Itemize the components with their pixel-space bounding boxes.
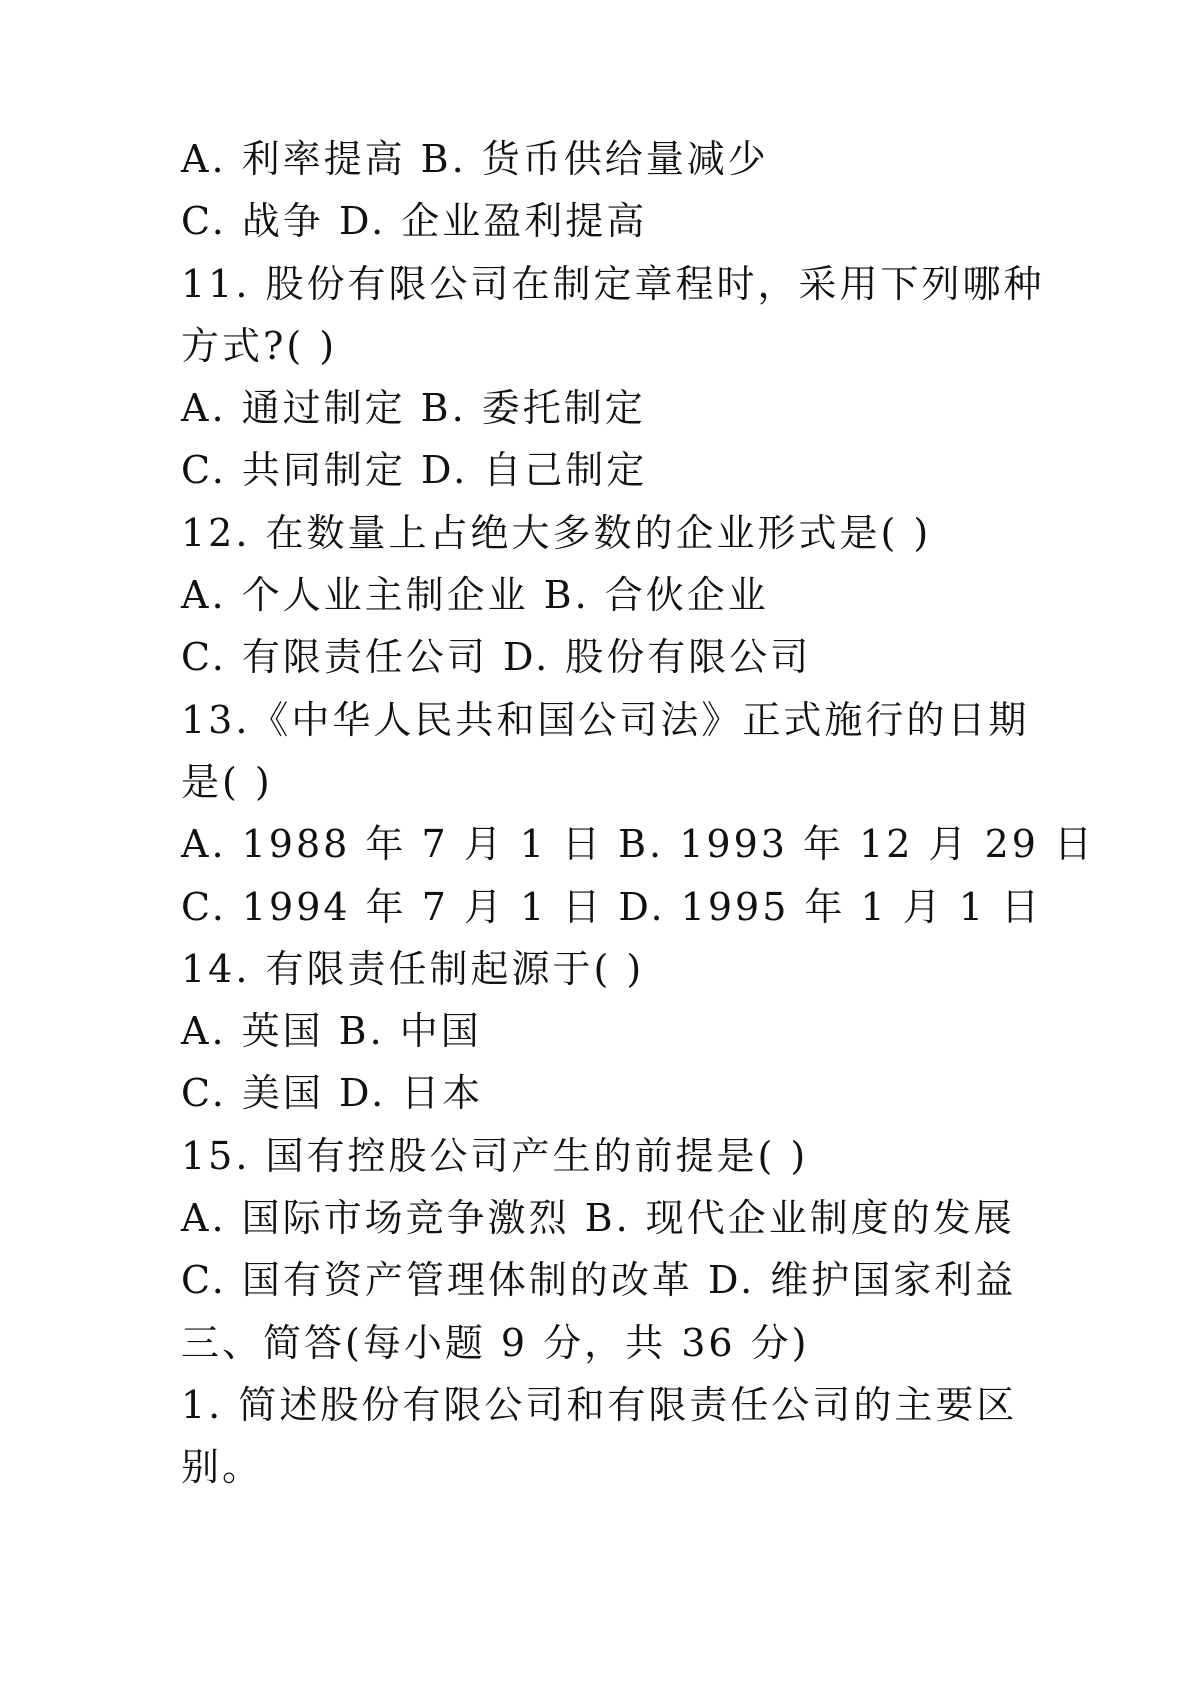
question-11: 11. 股份有限公司在制定章程时，采用下列哪种 [181,261,1045,306]
option-line: C. 有限责任公司 D. 股份有限公司 [181,635,812,680]
option-line: A. 英国 B. 中国 [181,1009,482,1054]
option-line: C. 美国 D. 日本 [181,1071,484,1116]
question-14: 14. 有限责任制起源于( ) [181,946,645,991]
option-line: A. 通过制定 B. 委托制定 [181,386,646,431]
option-line: A. 国际市场竞争激烈 B. 现代企业制度的发展 [181,1196,1015,1241]
question-11-continued: 方式?( ) [181,323,338,368]
section-heading: 三、简答(每小题 9 分，共 36 分) [181,1320,810,1365]
question-12: 12. 在数量上占绝大多数的企业形式是( ) [181,510,932,555]
question-13-continued: 是( ) [181,759,273,804]
option-line: C. 国有资产管理体制的改革 D. 维护国家利益 [181,1258,1017,1303]
option-line: A. 1988 年 7 月 1 日 B. 1993 年 12 月 29 日 [181,822,1096,867]
document-body [181,128,1096,1499]
short-answer-question-1: 1. 简述股份有限公司和有限责任公司的主要区 [181,1382,1018,1427]
option-line: A. 个人业主制企业 B. 合伙企业 [181,573,769,618]
question-13: 13.《中华人民共和国公司法》正式施行的日期 [181,697,1030,742]
option-line: C. 1994 年 7 月 1 日 D. 1995 年 1 月 1 日 [181,884,1043,929]
option-line: A. 利率提高 B. 货币供给量减少 [181,137,769,181]
short-answer-question-1-continued: 别。 [181,1445,264,1490]
option-line: C. 战争 D. 企业盈利提高 [181,199,648,244]
question-15: 15. 国有控股公司产生的前提是( ) [181,1133,809,1178]
option-line: C. 共同制定 D. 自己制定 [181,448,648,493]
